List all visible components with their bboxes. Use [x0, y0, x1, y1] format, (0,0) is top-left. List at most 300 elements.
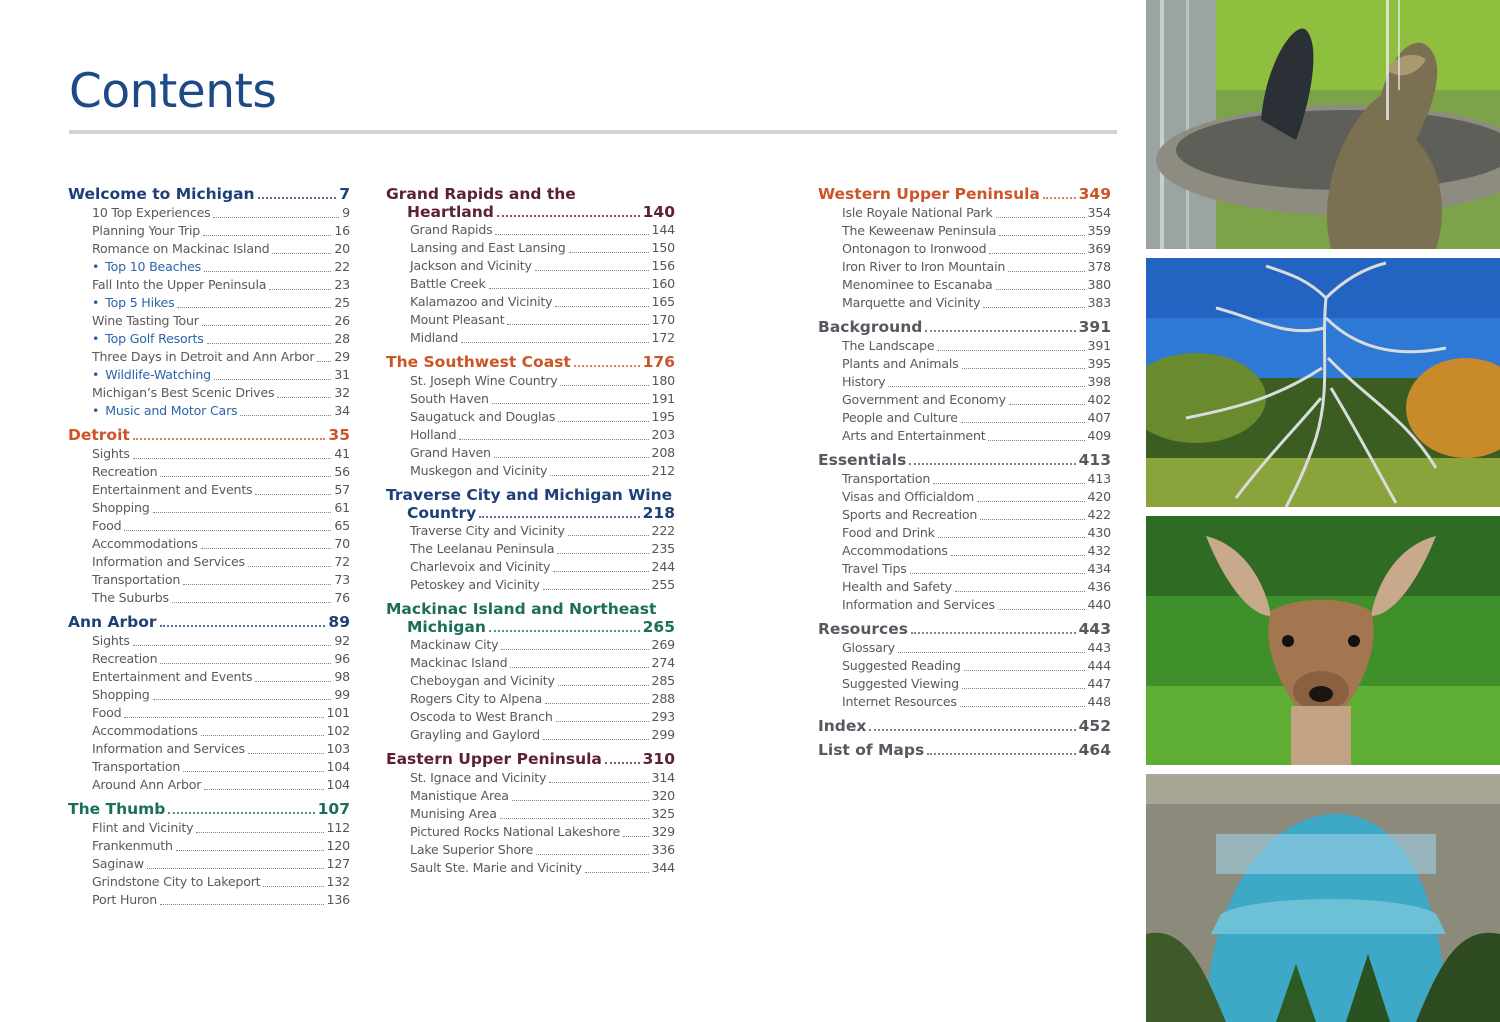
section-title[interactable]: The Southwest Coast [386, 353, 571, 371]
section-page-number[interactable]: 452 [1078, 717, 1111, 735]
section-heading[interactable] [68, 800, 350, 818]
section-title[interactable]: The Thumb [68, 800, 166, 818]
leader-dots [176, 850, 324, 851]
toc-entry[interactable] [818, 355, 1111, 373]
entry-label: St. Ignace and Vicinity [410, 770, 547, 785]
entry-label: Entertainment and Events [92, 669, 253, 684]
section-page-number[interactable]: 35 [328, 426, 350, 444]
leader-dots [133, 438, 326, 440]
section-title[interactable]: List of Maps [818, 741, 925, 759]
leader-dots [964, 670, 1085, 671]
entry-label: Arts and Entertainment [842, 428, 986, 443]
toc-entry[interactable] [386, 787, 675, 805]
toc-entry[interactable] [386, 540, 675, 558]
leader-dots [962, 368, 1085, 369]
leader-dots [535, 270, 649, 271]
leader-dots [955, 591, 1085, 592]
leader-dots [124, 717, 323, 718]
entry-label: Mount Pleasant [410, 312, 505, 327]
toc-entry[interactable] [386, 690, 675, 708]
toc-entry[interactable] [68, 571, 350, 589]
toc-entry[interactable] [68, 553, 350, 571]
section-heading[interactable] [386, 750, 675, 768]
toc-entry[interactable] [818, 294, 1111, 312]
leader-dots [980, 519, 1084, 520]
toc-entry[interactable] [68, 330, 350, 348]
toc-entry[interactable] [68, 240, 350, 258]
toc-entry[interactable] [386, 859, 675, 877]
toc-entry[interactable] [818, 258, 1111, 276]
section-title[interactable]: Ann Arbor [68, 613, 157, 631]
toc-entry[interactable] [818, 657, 1111, 675]
leader-dots [214, 379, 331, 380]
entry-label: Iron River to Iron Mountain [842, 259, 1006, 274]
leader-dots [204, 271, 331, 272]
leader-dots [555, 306, 648, 307]
entry-label: Top Golf Resorts [105, 331, 204, 346]
entry-label: Wildlife-Watching [105, 367, 211, 382]
toc-entry[interactable] [68, 837, 350, 855]
leader-dots [543, 739, 649, 740]
toc-entry[interactable] [68, 222, 350, 240]
entry-label: Menominee to Escanaba [842, 277, 993, 292]
entry-label: Transportation [92, 572, 181, 587]
leader-dots [510, 667, 648, 668]
section-heading[interactable] [818, 717, 1111, 735]
entry-label: Suggested Viewing [842, 676, 959, 691]
toc-entry[interactable] [68, 776, 350, 794]
entry-label: Information and Services [92, 554, 245, 569]
toc-entry[interactable] [386, 257, 675, 275]
section-page-number[interactable]: 464 [1078, 741, 1111, 759]
section-heading[interactable] [68, 185, 350, 203]
entry-page-number: 76 [334, 590, 350, 605]
entry-page-number: 320 [651, 788, 675, 803]
section-heading[interactable] [818, 620, 1111, 638]
toc-entry[interactable] [818, 578, 1111, 596]
bullet-icon: • [92, 403, 100, 418]
entry-label: Muskegon and Vicinity [410, 463, 548, 478]
entry-page-number: 160 [651, 276, 675, 291]
section-title[interactable]: Mackinac Island and Northeast [386, 600, 657, 618]
title-divider [69, 130, 1117, 134]
leader-dots [962, 688, 1085, 689]
entry-label: The Keweenaw Peninsula [842, 223, 997, 238]
entry-page-number: 208 [651, 445, 675, 460]
toc-entry[interactable] [386, 522, 675, 540]
toc-entry[interactable] [818, 240, 1111, 258]
section-title-cont[interactable]: Michigan [407, 618, 486, 636]
leader-dots [560, 385, 648, 386]
section-page-number[interactable]: 89 [328, 613, 350, 631]
section-page-number[interactable]: 413 [1078, 451, 1111, 469]
toc-entry[interactable] [386, 293, 675, 311]
toc-entry[interactable] [68, 589, 350, 607]
section-page-number[interactable]: 107 [317, 800, 350, 818]
leader-dots [168, 812, 314, 814]
entry-page-number: 299 [651, 727, 675, 742]
section-title[interactable]: Traverse City and Michigan Wine [386, 486, 673, 504]
entry-label: People and Culture [842, 410, 958, 425]
section-title[interactable]: Welcome to Michigan [68, 185, 255, 203]
toc-entry[interactable] [818, 506, 1111, 524]
entry-page-number: 359 [1087, 223, 1111, 238]
entry-label: Visas and Officialdom [842, 489, 975, 504]
section-page-number[interactable]: 391 [1078, 318, 1111, 336]
entry-page-number: 96 [334, 651, 350, 666]
toc-entry[interactable] [386, 372, 675, 390]
entry-page-number: 274 [651, 655, 675, 670]
toc-entry[interactable] [386, 805, 675, 823]
entry-page-number: 104 [326, 777, 350, 792]
toc-entry[interactable] [68, 740, 350, 758]
leader-dots [196, 832, 323, 833]
leader-dots [960, 706, 1085, 707]
toc-entry[interactable] [386, 672, 675, 690]
entry-label: Michigan’s Best Scenic Drives [92, 385, 275, 400]
section-title[interactable]: Background [818, 318, 923, 336]
section-heading[interactable] [818, 318, 1111, 336]
leader-dots [248, 753, 324, 754]
entry-page-number: 329 [651, 824, 675, 839]
leader-dots [492, 403, 649, 404]
toc-entry[interactable] [386, 426, 675, 444]
entry-page-number: 127 [326, 856, 350, 871]
toc-entry[interactable] [386, 311, 675, 329]
leader-dots [160, 625, 326, 627]
entry-label: Pictured Rocks National Lakeshore [410, 824, 621, 839]
toc-entry[interactable] [386, 239, 675, 257]
leader-dots [512, 800, 649, 801]
entry-page-number: 170 [651, 312, 675, 327]
entry-label: Isle Royale National Park [842, 205, 993, 220]
entry-label: History [842, 374, 886, 389]
leader-dots [497, 215, 640, 217]
section-heading[interactable] [386, 353, 675, 371]
leader-dots [925, 330, 1075, 332]
entry-page-number: 9 [342, 205, 350, 220]
entry-label: Travel Tips [842, 561, 907, 576]
leader-dots [501, 649, 648, 650]
entry-label: Health and Safety [842, 579, 952, 594]
toc-entry[interactable] [68, 258, 350, 276]
leader-dots [461, 342, 648, 343]
entry-page-number: 102 [326, 723, 350, 738]
section-title[interactable]: Index [818, 717, 867, 735]
entry-label: Recreation [92, 464, 158, 479]
entry-label: Oscoda to West Branch [410, 709, 553, 724]
toc-entry[interactable] [818, 427, 1111, 445]
otter-sculpture-fountain-photo [1146, 0, 1500, 249]
leader-dots [545, 703, 648, 704]
toc-entry[interactable] [68, 276, 350, 294]
entry-page-number: 444 [1087, 658, 1111, 673]
toc-entry[interactable] [68, 873, 350, 891]
leader-dots [549, 782, 648, 783]
section-page-number[interactable]: 7 [339, 185, 350, 203]
leader-dots [536, 854, 648, 855]
toc-entry[interactable] [386, 444, 675, 462]
entry-page-number: 150 [651, 240, 675, 255]
toc-entry[interactable] [386, 841, 675, 859]
toc-entry[interactable] [386, 390, 675, 408]
entry-label: Sports and Recreation [842, 507, 978, 522]
entry-page-number: 436 [1087, 579, 1111, 594]
toc-entry[interactable] [818, 488, 1111, 506]
entry-page-number: 336 [651, 842, 675, 857]
leader-dots [999, 235, 1084, 236]
entry-page-number: 132 [326, 874, 350, 889]
toc-entry[interactable] [68, 204, 350, 222]
toc-entry[interactable] [68, 891, 350, 909]
toc-entry[interactable] [68, 668, 350, 686]
toc-entry[interactable] [68, 722, 350, 740]
toc-entry[interactable] [386, 329, 675, 347]
toc-entry[interactable] [68, 686, 350, 704]
toc-entry[interactable] [386, 576, 675, 594]
section-title-cont[interactable]: Heartland [407, 203, 494, 221]
bullet-icon: • [92, 295, 100, 310]
toc-entry[interactable] [68, 517, 350, 535]
entry-label: South Haven [410, 391, 489, 406]
leader-dots [317, 361, 331, 362]
toc-entry[interactable] [68, 632, 350, 650]
toc-entry[interactable] [68, 384, 350, 402]
entry-page-number: 98 [334, 669, 350, 684]
toc-entry[interactable] [818, 222, 1111, 240]
entry-page-number: 70 [334, 536, 350, 551]
leader-dots [556, 721, 649, 722]
toc-entry[interactable] [818, 596, 1111, 614]
toc-entry[interactable] [818, 373, 1111, 391]
toc-entry[interactable] [386, 708, 675, 726]
entry-label: Lansing and East Lansing [410, 240, 566, 255]
toc-entry[interactable] [386, 558, 675, 576]
entry-page-number: 409 [1087, 428, 1111, 443]
leader-dots [557, 553, 648, 554]
toc-entry[interactable] [68, 294, 350, 312]
toc-column-2 [386, 185, 675, 883]
toc-entry[interactable] [818, 693, 1111, 711]
entry-page-number: 244 [651, 559, 675, 574]
toc-entry[interactable] [818, 542, 1111, 560]
section-title[interactable]: Essentials [818, 451, 907, 469]
toc-entry[interactable] [386, 275, 675, 293]
toc-entry[interactable] [386, 636, 675, 654]
toc-entry[interactable] [818, 337, 1111, 355]
leader-dots [255, 681, 331, 682]
silver-tree-sculpture-photo [1146, 258, 1500, 507]
section-page-number[interactable]: 310 [642, 750, 675, 768]
entry-page-number: 402 [1087, 392, 1111, 407]
entry-page-number: 23 [334, 277, 350, 292]
entry-label: Top 5 Hikes [105, 295, 175, 310]
section-heading[interactable] [818, 741, 1111, 759]
toc-entry[interactable] [68, 463, 350, 481]
leader-dots [933, 483, 1084, 484]
toc-entry[interactable] [68, 445, 350, 463]
entry-label: Three Days in Detroit and Ann Arbor [92, 349, 315, 364]
leader-dots [263, 886, 323, 887]
leader-dots [202, 325, 332, 326]
leader-dots [1043, 197, 1076, 199]
toc-entry[interactable] [68, 481, 350, 499]
section-heading[interactable] [386, 185, 675, 221]
toc-entry[interactable] [818, 470, 1111, 488]
entry-label: Flint and Vicinity [92, 820, 194, 835]
section-page-number[interactable]: 443 [1078, 620, 1111, 638]
deer-photo [1146, 516, 1500, 765]
entry-page-number: 448 [1087, 694, 1111, 709]
leader-dots [160, 904, 324, 905]
toc-entry[interactable] [818, 204, 1111, 222]
leader-dots [272, 253, 331, 254]
toc-entry[interactable] [68, 819, 350, 837]
leader-dots [255, 494, 331, 495]
entry-label: Accommodations [92, 723, 198, 738]
entry-label: St. Joseph Wine Country [410, 373, 558, 388]
leader-dots [183, 771, 323, 772]
toc-section-detroit [68, 426, 350, 607]
section-heading[interactable] [386, 600, 675, 636]
entry-label: Around Ann Arbor [92, 777, 202, 792]
leader-dots [869, 729, 1075, 731]
leader-dots [124, 530, 331, 531]
toc-section-mackinac-island-and-northeast-michigan [386, 600, 675, 744]
toc-entry[interactable] [68, 499, 350, 517]
entry-page-number: 16 [334, 223, 350, 238]
entry-page-number: 440 [1087, 597, 1111, 612]
entry-label: Traverse City and Vicinity [410, 523, 565, 538]
entry-label: Information and Services [842, 597, 995, 612]
leader-dots [133, 458, 332, 459]
toc-section-western-upper-peninsula [818, 185, 1111, 312]
entry-label: Food [92, 518, 122, 533]
entry-label: Midland [410, 330, 459, 345]
section-page-number[interactable]: 265 [642, 618, 675, 636]
entry-label: Wine Tasting Tour [92, 313, 199, 328]
entry-page-number: 235 [651, 541, 675, 556]
toc-entry[interactable] [68, 855, 350, 873]
toc-section-grand-rapids-and-the-heartland [386, 185, 675, 347]
toc-section-eastern-upper-peninsula [386, 750, 675, 877]
entry-label: Saugatuck and Douglas [410, 409, 556, 424]
entry-page-number: 269 [651, 637, 675, 652]
toc-entry[interactable] [818, 675, 1111, 693]
section-heading[interactable] [818, 185, 1111, 203]
entry-page-number: 25 [334, 295, 350, 310]
entry-page-number: 165 [651, 294, 675, 309]
leader-dots [201, 548, 332, 549]
leader-dots [213, 217, 339, 218]
toc-entry[interactable] [386, 654, 675, 672]
toc-entry[interactable] [818, 276, 1111, 294]
entry-page-number: 285 [651, 673, 675, 688]
entry-label: Food and Drink [842, 525, 935, 540]
toc-section-background [818, 318, 1111, 445]
entry-page-number: 172 [651, 330, 675, 345]
entry-page-number: 136 [326, 892, 350, 907]
toc-entry[interactable] [68, 650, 350, 668]
toc-entry[interactable] [386, 769, 675, 787]
entry-page-number: 288 [651, 691, 675, 706]
toc-entry[interactable] [386, 823, 675, 841]
entry-page-number: 29 [334, 349, 350, 364]
entry-label: Internet Resources [842, 694, 957, 709]
entry-label: Recreation [92, 651, 158, 666]
entry-label: Grindstone City to Lakeport [92, 874, 261, 889]
entry-page-number: 32 [334, 385, 350, 400]
toc-entry[interactable] [68, 312, 350, 330]
section-heading[interactable] [68, 426, 350, 444]
toc-entry[interactable] [818, 409, 1111, 427]
section-heading[interactable] [386, 486, 675, 522]
leader-dots [977, 501, 1084, 502]
toc-entry[interactable] [386, 462, 675, 480]
section-page-number[interactable]: 140 [642, 203, 675, 221]
leader-dots [996, 289, 1085, 290]
entry-page-number: 422 [1087, 507, 1111, 522]
arch-rock-photo [1146, 774, 1500, 1022]
toc-entry[interactable] [68, 402, 350, 420]
leader-dots [177, 307, 331, 308]
entry-label: Mackinaw City [410, 637, 499, 652]
toc-entry[interactable] [386, 726, 675, 744]
entry-page-number: 383 [1087, 295, 1111, 310]
page-title: Contents [69, 64, 277, 119]
entry-page-number: 430 [1087, 525, 1111, 540]
entry-page-number: 369 [1087, 241, 1111, 256]
toc-entry[interactable] [68, 348, 350, 366]
toc-entry[interactable] [386, 408, 675, 426]
toc-entry[interactable] [68, 758, 350, 776]
leader-dots [494, 457, 649, 458]
leader-dots [153, 699, 332, 700]
toc-entry[interactable] [386, 221, 675, 239]
toc-entry[interactable] [818, 560, 1111, 578]
toc-entry[interactable] [818, 639, 1111, 657]
section-title[interactable]: Western Upper Peninsula [818, 185, 1040, 203]
section-page-number[interactable]: 349 [1078, 185, 1111, 203]
toc-entry[interactable] [68, 366, 350, 384]
entry-page-number: 120 [326, 838, 350, 853]
section-title-cont[interactable]: Country [407, 504, 477, 522]
toc-entry[interactable] [68, 535, 350, 553]
toc-entry[interactable] [818, 524, 1111, 542]
section-heading[interactable] [68, 613, 350, 631]
entry-label: Manistique Area [410, 788, 509, 803]
entry-label: Glossary [842, 640, 895, 655]
leader-dots [910, 573, 1085, 574]
toc-entry[interactable] [818, 391, 1111, 409]
toc-section-the-thumb [68, 800, 350, 909]
section-title[interactable]: Resources [818, 620, 908, 638]
leader-dots [489, 288, 649, 289]
leader-dots [201, 735, 324, 736]
section-page-number[interactable]: 176 [642, 353, 675, 371]
section-page-number[interactable]: 218 [642, 504, 675, 522]
entry-page-number: 434 [1087, 561, 1111, 576]
leader-dots [543, 589, 649, 590]
section-title[interactable]: Detroit [68, 426, 130, 444]
entry-label: Sights [92, 633, 130, 648]
toc-entry[interactable] [68, 704, 350, 722]
leader-dots [951, 555, 1085, 556]
section-heading[interactable] [818, 451, 1111, 469]
section-title[interactable]: Grand Rapids and the [386, 185, 576, 203]
entry-page-number: 103 [326, 741, 350, 756]
section-title[interactable]: Eastern Upper Peninsula [386, 750, 602, 768]
